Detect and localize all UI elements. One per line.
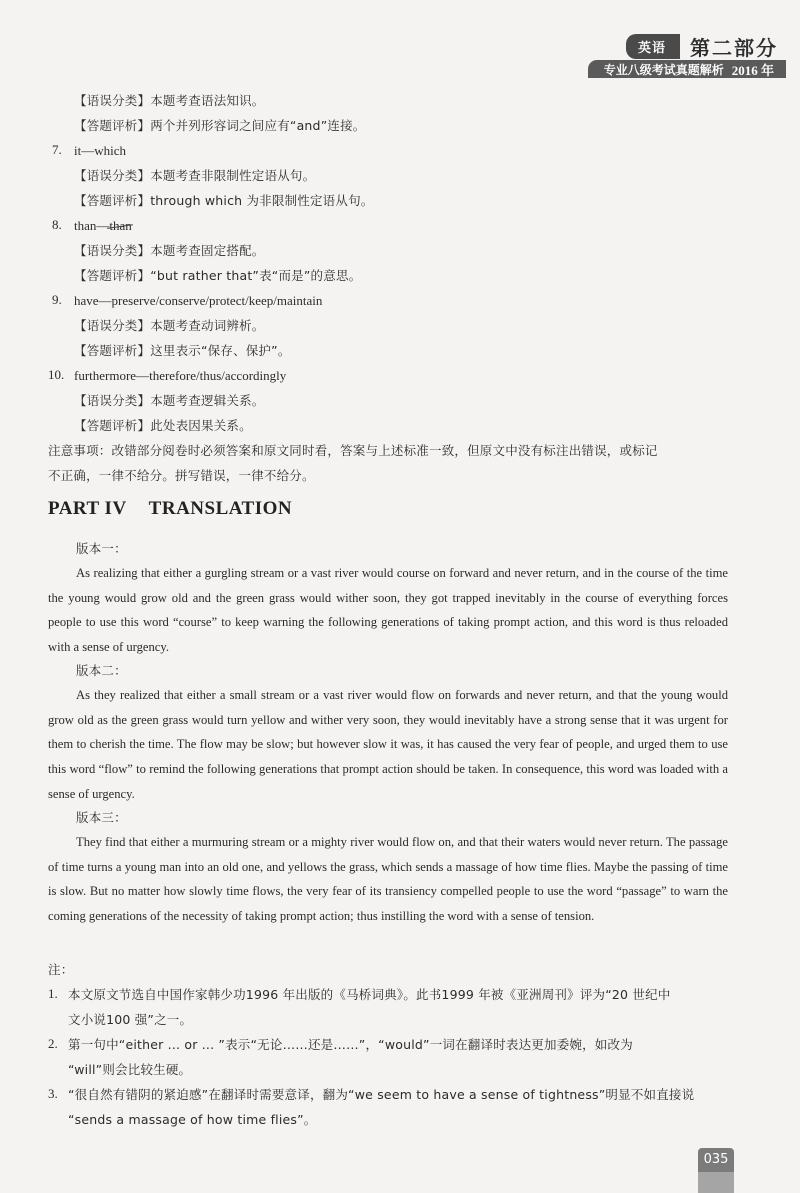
note-number: 3.: [48, 1086, 58, 1101]
translation-text: As they realized that either a small stream or a vast river would flow on forwards and never return, and that the young would grow old as the green grass would turn yellow and wither very soon, they would inevitably have a strong sense that it was urgent for them to cherish the time. The flow may be slow; but however slow it was, it has caused the very fear of people, and urged them to use this word “flow” to remind the following generations that prompt action should be taken. In consequence, this word was loaded with a sense of urgency.: [48, 688, 728, 801]
item-number: 8.: [52, 217, 62, 232]
header-subtitle: 专业八级考试真题解析: [603, 63, 724, 77]
struck-word: than: [109, 218, 132, 233]
note-number: 2.: [48, 1036, 58, 1051]
header-subtitle-bar: [588, 60, 786, 78]
note-line: “sends a massage of how time flies”。: [68, 1112, 317, 1127]
translation-paragraph: [48, 561, 728, 660]
translation-text: As realizing that either a gurgling stream or a vast river would course on forward and never return, and in the course of the time the young would grow old and the green grass would wither soon, they got trapped inevitably in the course of everything forces people to use this word “course” to keep warning the following generations of taking prompt action, and this word is thus reloaded with a sense of urgency.: [48, 566, 728, 655]
correction-text: than—: [74, 218, 110, 233]
error-category: 【语误分类】本题考查动词辨析。: [74, 318, 265, 333]
notice-line: 注意事项：改错部分阅卷时必须答案和原文同时看，答案与上述标准一致，但原文中没有标注出错误，或标记: [48, 443, 658, 458]
item-number: 9.: [52, 292, 62, 307]
answer-analysis: 【答题评析】through which 为非限制性定语从句。: [74, 193, 374, 208]
notice-line: 不正确，一律不给分。拼写错误，一律不给分。: [48, 468, 315, 483]
correction: it—which: [74, 143, 126, 158]
item-number: 7.: [52, 142, 62, 157]
note-line: 文小说100 强”之一。: [68, 1012, 193, 1027]
note-line: “will”则会比较生硬。: [68, 1062, 192, 1077]
version-label: 版本三：: [76, 810, 127, 825]
section-heading: [48, 498, 292, 520]
answer-analysis: 【答题评析】“but rather that”表“而是”的意思。: [74, 268, 362, 283]
version-label: 版本一：: [76, 541, 127, 556]
subject-tab: 英语: [626, 34, 680, 59]
correction: furthermore—therefore/thus/accordingly: [74, 368, 287, 383]
error-category: 【语误分类】本题考查非限制性定语从句。: [74, 168, 316, 183]
correction: [74, 217, 132, 235]
error-category: 【语误分类】本题考查固定搭配。: [74, 243, 265, 258]
answer-analysis: 【答题评析】两个并列形容词之间应有“and”连接。: [74, 118, 366, 133]
running-header: [626, 32, 778, 60]
page-number-tab: [698, 1172, 734, 1193]
section-part: PART IV: [48, 498, 127, 519]
note-line: “很自然有错阴的紧迫感”在翻译时需要意译，翻为“we seem to have a sense of tightness”明显不如直接说: [68, 1087, 695, 1102]
page-number: 035: [698, 1148, 734, 1172]
error-category: 【语误分类】本题考查语法知识。: [74, 93, 265, 108]
version-label: 版本二：: [76, 663, 127, 678]
error-category: 【语误分类】本题考查逻辑关系。: [74, 393, 265, 408]
note-line: 本文原文节选自中国作家韩少功1996 年出版的《马桥词典》。此书1999 年被《亚洲周刊》评为“20 世纪中: [68, 987, 671, 1002]
translation-paragraph: [48, 830, 728, 929]
answer-analysis: 【答题评析】此处表因果关系。: [74, 418, 252, 433]
note-number: 1.: [48, 986, 58, 1001]
part-title: 第二部分: [690, 35, 778, 60]
note-line: 第一句中“either ... or ... ”表示“无论……还是……”，“would”一词在翻译时表达更加委婉，如改为: [68, 1037, 633, 1052]
correction: have—preserve/conserve/protect/keep/maintain: [74, 293, 323, 308]
translation-text: They find that either a murmuring stream or a mighty river would flow on, and that their waters would never return. The passage of time turns a young man into an old one, and yellows the grass, which sends a massage of how time flies. Maybe the passing of time is slow. But no matter how slowly time flows, the very fear of its transiency compelled people to use the word “passage” to warn the coming generations of the necessity of taking prompt action; thus instilling the word with a sense of tension.: [48, 835, 728, 924]
answer-analysis: 【答题评析】这里表示“保存、保护”。: [74, 343, 291, 358]
section-title: TRANSLATION: [148, 498, 293, 519]
translation-paragraph: [48, 683, 728, 807]
header-year: 2016 年: [731, 63, 774, 78]
notes-label: 注：: [48, 962, 74, 977]
item-number: 10.: [48, 367, 65, 382]
